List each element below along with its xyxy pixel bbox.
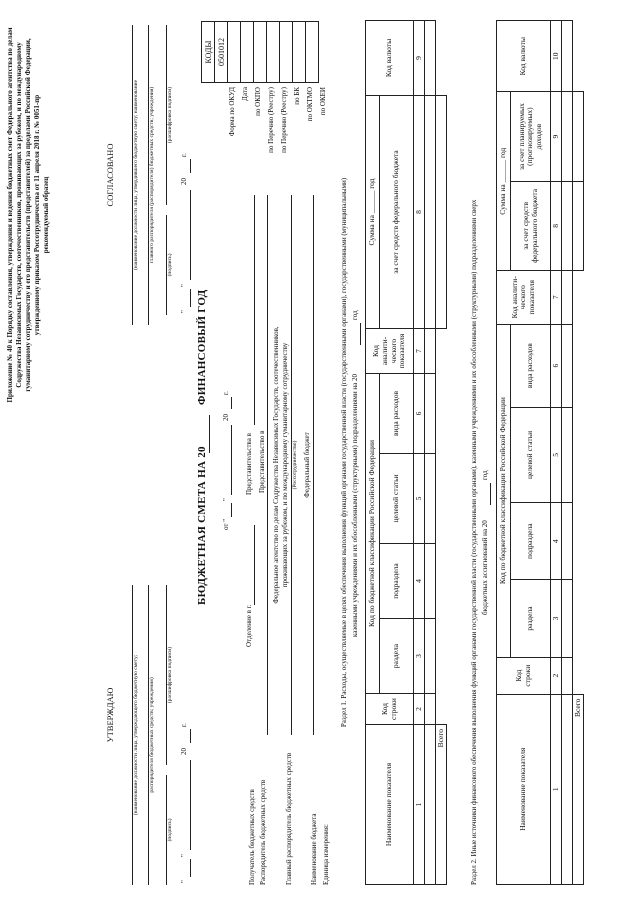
s1-cell[interactable] xyxy=(425,374,436,454)
codes-header: КОДЫ xyxy=(202,22,215,83)
s1-num: 2 xyxy=(414,694,425,725)
s2-total-planned[interactable] xyxy=(573,92,584,181)
approve-caption-manager: распорядителя бюджетных средств; учреждения) xyxy=(149,677,155,793)
codes-row-labels xyxy=(226,87,330,183)
codes-table xyxy=(201,21,319,83)
code-label: Форма по ОКУД xyxy=(228,87,236,137)
s1-col-federal: за счет средств федерального бюджета xyxy=(380,96,414,329)
title-date-from: от " xyxy=(222,518,230,530)
s2-num: 6 xyxy=(551,324,562,407)
code-label: по Перечню (Реестру) xyxy=(280,87,288,153)
approve-title: УТВЕРЖДАЮ xyxy=(105,687,115,743)
s1-cell[interactable] xyxy=(425,619,436,694)
title-date-suffix: г. xyxy=(222,391,230,395)
s2-cell[interactable] xyxy=(562,580,573,657)
s2-col-section: раздела xyxy=(511,580,551,657)
code-label: по Перечню (Реестру) xyxy=(267,87,275,153)
s1-col-expense: вида расходов xyxy=(380,374,414,454)
s1-cell[interactable] xyxy=(425,21,436,96)
code-cell-list2[interactable] xyxy=(267,22,280,83)
code-cell-okpo[interactable] xyxy=(241,22,254,83)
s2-total-label: Всего xyxy=(573,694,584,884)
appendix-line: рекомендуемый образец xyxy=(42,176,50,254)
s1-cell[interactable] xyxy=(425,96,436,329)
s1-col-name: Наименование показателя xyxy=(366,725,414,885)
s1-cell[interactable] xyxy=(425,454,436,544)
budget-value: Федеральный бюджет xyxy=(303,432,311,498)
s2-cell[interactable] xyxy=(562,407,573,502)
s1-total-label: Всего xyxy=(436,725,447,885)
total-row xyxy=(573,21,584,885)
s2-col-planned: за счет планируемых (прогнозируемых) доходов xyxy=(511,92,551,181)
s2-col-federal: за счет средств федерального бюджета xyxy=(511,181,551,270)
s2-col-target: целевой статьи xyxy=(511,407,551,502)
table-row xyxy=(562,21,573,885)
s2-col-code: Код строки xyxy=(497,657,551,694)
agree-caption-signature: (подпись) xyxy=(167,253,173,277)
agency-caption: (Россотрудничество) xyxy=(292,440,298,490)
code-label: по БК xyxy=(293,87,301,105)
s1-col-sum: Сумма на ______ год xyxy=(366,96,380,329)
s2-num: 9 xyxy=(551,92,562,181)
field-recipient: Получатель бюджетных средств xyxy=(248,789,256,885)
s2-cell[interactable] xyxy=(562,694,573,884)
approve-year-prefix: 20 xyxy=(180,748,188,755)
s1-total-value[interactable] xyxy=(436,96,447,329)
s1-cell[interactable] xyxy=(425,694,436,725)
section1-title-year-suffix: год xyxy=(351,310,359,320)
okud-value: 0501012 xyxy=(215,22,228,83)
approve-year-suffix: г. xyxy=(180,723,188,727)
agree-caption-manager: главного распорядителя (распорядителя) бюджетных средств; учреждения) xyxy=(149,86,155,264)
s2-num: 5 xyxy=(551,407,562,502)
s1-num: 7 xyxy=(414,329,425,374)
agree-year-suffix: г. xyxy=(180,153,188,157)
s1-col-code: Код строки xyxy=(366,694,414,725)
s2-col-subsection: подраздела xyxy=(511,503,551,580)
section1-title-line1: Раздел 1. Расходы, осуществляемые в целях обеспечения выполнения функций органами государственной власти (государственными органами), государственными (муниципальными) xyxy=(340,177,348,728)
agree-caption-decoding: (расшифровка подписи) xyxy=(167,86,173,144)
code-label: по ОКЕИ xyxy=(319,87,327,116)
section2-table xyxy=(496,20,584,885)
s2-num: 4 xyxy=(551,503,562,580)
appendix-line: Приложение № 40 к Порядку составления, утверждения и ведения бюджетных смет Федерального агентства по делам xyxy=(6,27,14,403)
s1-cell[interactable] xyxy=(425,725,436,885)
s2-total-federal[interactable] xyxy=(573,181,584,270)
s2-col-name: Наименование показателя xyxy=(497,694,551,884)
section2-title-line1: Раздел 2. Иные источники финансового обеспечения выполнения функций органами государственной власти (государственными органами), казенными учреждениями и их обособленными (структурными) подразделениями сверх xyxy=(470,199,478,885)
s1-num: 3 xyxy=(414,619,425,694)
appendix-line: гуманитарному сотрудничеству и его представительств (представителей) за пределами Российской Федерации, xyxy=(24,38,32,392)
s1-cell[interactable] xyxy=(425,329,436,374)
section2-title-line2: бюджетных ассигнований на 20 xyxy=(481,520,489,615)
code-cell-oktmo[interactable] xyxy=(293,22,306,83)
rep-label: Представительства в xyxy=(245,433,253,495)
s2-num: 10 xyxy=(551,21,562,92)
code-cell-bk[interactable] xyxy=(280,22,293,83)
s2-num: 8 xyxy=(551,181,562,270)
approve-quote-close: " xyxy=(180,854,188,857)
s1-cell[interactable] xyxy=(425,544,436,619)
code-cell-okei[interactable] xyxy=(306,22,319,83)
field-main-manager: Главный распорядитель бюджетных средств xyxy=(285,752,293,885)
s2-num: 2 xyxy=(551,657,562,694)
code-cell-date[interactable] xyxy=(228,22,241,83)
s1-col-bk: Код по бюджетной классификации Российской Федерации xyxy=(366,374,380,694)
appendix-note xyxy=(6,5,51,425)
s2-num: 7 xyxy=(551,270,562,324)
section1-title-line2: казенными учреждениями и их обособленными (структурными) подразделениями на 20 xyxy=(351,374,359,637)
document-title-right: ФИНАНСОВЫЙ ГОД xyxy=(196,289,208,405)
s1-col-section: раздела xyxy=(380,619,414,694)
s1-num: 5 xyxy=(414,454,425,544)
s2-col-analytic: Код аналити-ческого показателя xyxy=(497,270,551,324)
s2-cell[interactable] xyxy=(562,92,573,181)
field-manager: Распорядитель бюджетных средств xyxy=(259,779,267,885)
code-label: по ОКПО xyxy=(254,87,262,116)
agree-caption-position: (наименование должности лица, утвердившего бюджетную смету; наименование xyxy=(133,79,139,271)
s2-col-expense: вида расходов xyxy=(511,324,551,407)
s2-cell[interactable] xyxy=(562,503,573,580)
section1-table xyxy=(365,20,447,885)
s2-cell[interactable] xyxy=(562,181,573,270)
s2-cell[interactable] xyxy=(562,21,573,92)
agency-line-1: Федеральное агентство по делам Содружества Независимых Государств, соотечественников, xyxy=(272,326,280,604)
section2-title-year-suffix: год xyxy=(481,470,489,480)
s1-num: 9 xyxy=(414,21,425,96)
title-date-year: 20 xyxy=(222,414,230,421)
s1-col-analytic: Код аналити-ческого показателя xyxy=(366,329,414,374)
rep-label-2: Представительство в xyxy=(258,430,266,493)
code-cell-list1[interactable] xyxy=(254,22,267,83)
appendix-line: Содружества Независимых Государств, соотечественников, проживающих за рубежом, и по международному xyxy=(15,42,23,388)
s1-col-currency: Код валюты xyxy=(366,21,414,96)
s1-num: 4 xyxy=(414,544,425,619)
branch-label: Отделение в г. xyxy=(245,604,253,647)
s2-col-currency: Код валюты xyxy=(497,21,551,92)
agency-line-2: проживающих за рубежом, и по международному гуманитарному сотрудничеству xyxy=(281,342,289,588)
s2-cell[interactable] xyxy=(562,324,573,407)
code-label: Дата xyxy=(241,87,249,101)
agree-year-prefix: 20 xyxy=(180,178,188,185)
approve-caption-position: (наименование должности лица, утверждающего бюджетную смету; xyxy=(133,654,139,816)
agree-quote-close: " xyxy=(180,284,188,287)
field-unit: Единица измерения: xyxy=(322,824,330,885)
s2-cell[interactable] xyxy=(562,657,573,694)
s1-col-subsection: подраздела xyxy=(380,544,414,619)
s2-num: 3 xyxy=(551,580,562,657)
s1-num: 8 xyxy=(414,96,425,329)
s1-num: 6 xyxy=(414,374,425,454)
s1-col-target: целевой статьи xyxy=(380,454,414,544)
approve-quote-open: " xyxy=(180,880,188,883)
table-row xyxy=(425,21,436,885)
s2-col-bk: Код по бюджетной классификации Российской Федерации xyxy=(497,324,511,657)
s2-col-sum: Сумма на ______ год xyxy=(497,92,511,271)
approve-caption-decoding: (расшифровка подписи) xyxy=(167,646,173,704)
s2-num: 1 xyxy=(551,694,562,884)
agree-quote-open: " xyxy=(180,310,188,313)
field-budget-name: Наименование бюджета xyxy=(310,813,318,885)
appendix-line: утвержденному приказом Россотрудничества от 11 апреля 2018 г. № 0051-пр xyxy=(33,94,41,336)
title-date-quote: " xyxy=(222,498,230,501)
code-label: по ОКТМО xyxy=(306,87,314,122)
total-row xyxy=(436,21,447,885)
agree-title: СОГЛАСОВАНО xyxy=(105,143,115,207)
document-title-left: БЮДЖЕТНАЯ СМЕТА НА 20 xyxy=(196,446,208,605)
s1-num: 1 xyxy=(414,725,425,885)
s2-cell[interactable] xyxy=(562,270,573,324)
approve-caption-signature: (подпись) xyxy=(167,818,173,842)
